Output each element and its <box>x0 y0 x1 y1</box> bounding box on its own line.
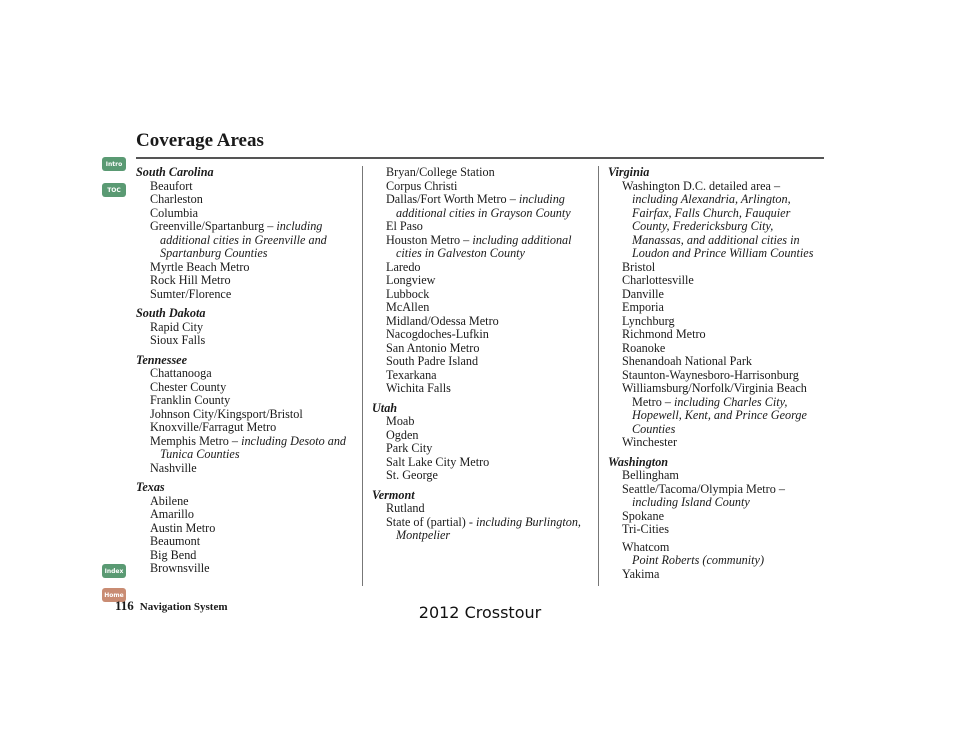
city-item: Laredo <box>386 259 421 274</box>
city-item <box>608 483 828 510</box>
city-name: Williamsburg/Norfolk/Virginia Beach Metro – <box>622 381 807 409</box>
city-item: Big Bend <box>150 547 197 562</box>
city-item: Amarillo <box>150 507 195 521</box>
city-item: Rutland <box>386 501 425 515</box>
state-heading: Virginia <box>608 165 650 179</box>
city-item: Spokane <box>622 508 664 523</box>
city-name: Memphis Metro – <box>150 433 239 448</box>
city-item: Beaumont <box>150 534 201 548</box>
city-item: Austin Metro <box>150 520 216 535</box>
city-item: Myrtle Beach Metro <box>150 259 250 274</box>
coverage-column-3 <box>608 166 828 581</box>
city-item: Bryan/College Station <box>386 165 495 179</box>
city-item: Shenandoah National Park <box>622 354 752 368</box>
city-item: Abilene <box>150 493 189 508</box>
city-item: Johnson City/Kingsport/Bristol <box>150 406 303 421</box>
city-item: Yakima <box>622 566 660 581</box>
city-note: including Desoto and Tunica Counties <box>160 433 347 461</box>
state-heading: Washington <box>608 454 669 469</box>
city-item: Sioux Falls <box>150 333 206 347</box>
city-item: Danville <box>622 286 664 301</box>
city-item: Winchester <box>622 435 678 449</box>
city-item <box>372 193 592 220</box>
state-heading: Tennessee <box>136 352 188 367</box>
city-item: Roanoke <box>622 340 666 355</box>
city-item: St. George <box>386 468 438 482</box>
city-name: Dallas/Fort Worth Metro – <box>386 192 516 206</box>
city-item: Emporia <box>622 300 664 314</box>
city-item: Bellingham <box>622 468 679 482</box>
page-number: 116 <box>115 598 134 613</box>
city-item: Sumter/Florence <box>150 286 232 301</box>
city-item: Salt Lake City Metro <box>386 454 490 469</box>
city-name: Greenville/Spartanburg – <box>150 219 274 233</box>
column-divider <box>598 166 599 586</box>
city-note: including additional cities in Greenville and Spartanburg Counties <box>160 219 327 260</box>
city-item: Wichita Falls <box>386 381 451 395</box>
city-item: Longview <box>386 273 436 287</box>
city-item: Park City <box>386 441 433 455</box>
column-divider <box>362 166 363 586</box>
city-item: Knoxville/Farragut Metro <box>150 420 277 434</box>
city-item <box>608 382 828 436</box>
city-item: Midland/Odessa Metro <box>386 313 499 328</box>
toc-tab[interactable]: TOC <box>102 183 126 197</box>
city-item: Lubbock <box>386 286 430 301</box>
state-heading: Texas <box>136 480 165 494</box>
watermark: 2012 Crosstour <box>418 603 542 622</box>
city-note: including Charles City, Hopewell, Kent, and Prince George Counties <box>632 394 807 436</box>
city-item <box>608 180 828 261</box>
city-note: including additional cities in Grayson County <box>396 192 571 220</box>
city-item: Bristol <box>622 259 656 274</box>
city-name: Houston Metro – <box>386 232 470 247</box>
city-item: Richmond Metro <box>622 327 706 341</box>
city-item <box>372 234 592 261</box>
state-heading: Utah <box>372 400 398 415</box>
title-rule <box>136 157 824 159</box>
city-item: Charlottesville <box>622 273 694 287</box>
city-note: including Burlington, Montpelier <box>396 514 581 542</box>
home-tab[interactable]: Home <box>102 588 126 602</box>
city-item: Beaufort <box>150 178 193 193</box>
city-item: Chattanooga <box>150 366 212 380</box>
footer-label: Navigation System <box>139 601 228 613</box>
city-item: Lynchburg <box>622 313 675 328</box>
intro-tab[interactable]: Intro <box>102 157 126 171</box>
city-item: Franklin County <box>150 393 231 407</box>
city-item: Nashville <box>150 460 197 475</box>
state-heading: South Dakota <box>136 306 206 320</box>
city-note: Point Roberts (community) <box>632 553 765 567</box>
city-item: Rock Hill Metro <box>150 273 231 287</box>
city-item: South Padre Island <box>386 354 479 368</box>
city-item: Texarkana <box>386 367 437 382</box>
city-item: Moab <box>386 414 415 428</box>
city-item: McAllen <box>386 300 430 314</box>
city-name: Washington D.C. detailed area – <box>622 178 781 193</box>
state-heading: Vermont <box>372 487 415 502</box>
city-item: Chester County <box>150 379 227 394</box>
city-item: San Antonio Metro <box>386 340 480 355</box>
city-item: Ogden <box>386 427 419 442</box>
index-tab[interactable]: Index <box>102 564 126 578</box>
city-item <box>372 516 592 543</box>
city-item: Columbia <box>150 205 199 220</box>
city-item: Whatcom <box>622 539 670 554</box>
coverage-column-2 <box>372 166 592 543</box>
city-item: El Paso <box>386 219 423 233</box>
city-note: including Alexandria, Arlington, Fairfax, Falls Church, Fauquier County, Fredericksburg City, Manassas, and additional cities in Loudon and Prince William Counties <box>632 192 814 260</box>
city-item: Staunton-Waynesboro-Harrisonburg <box>622 367 799 382</box>
city-item: Rapid City <box>150 319 204 334</box>
coverage-column-1 <box>136 166 356 576</box>
city-item: Nacogdoches-Lufkin <box>386 327 489 341</box>
city-note: including additional cities in Galveston County <box>396 232 572 260</box>
city-item <box>136 435 356 462</box>
city-item: Tri-Cities <box>622 522 669 536</box>
city-name: State of (partial) - <box>386 514 473 529</box>
city-item <box>136 220 356 261</box>
page-title: Coverage Areas <box>136 130 264 151</box>
city-note: including Island County <box>632 495 750 509</box>
city-name: Seattle/Tacoma/Olympia Metro – <box>622 481 785 496</box>
state-heading: South Carolina <box>136 165 214 179</box>
city-item: Corpus Christi <box>386 178 458 193</box>
city-item: Brownsville <box>150 561 210 575</box>
city-item: Charleston <box>150 192 203 206</box>
